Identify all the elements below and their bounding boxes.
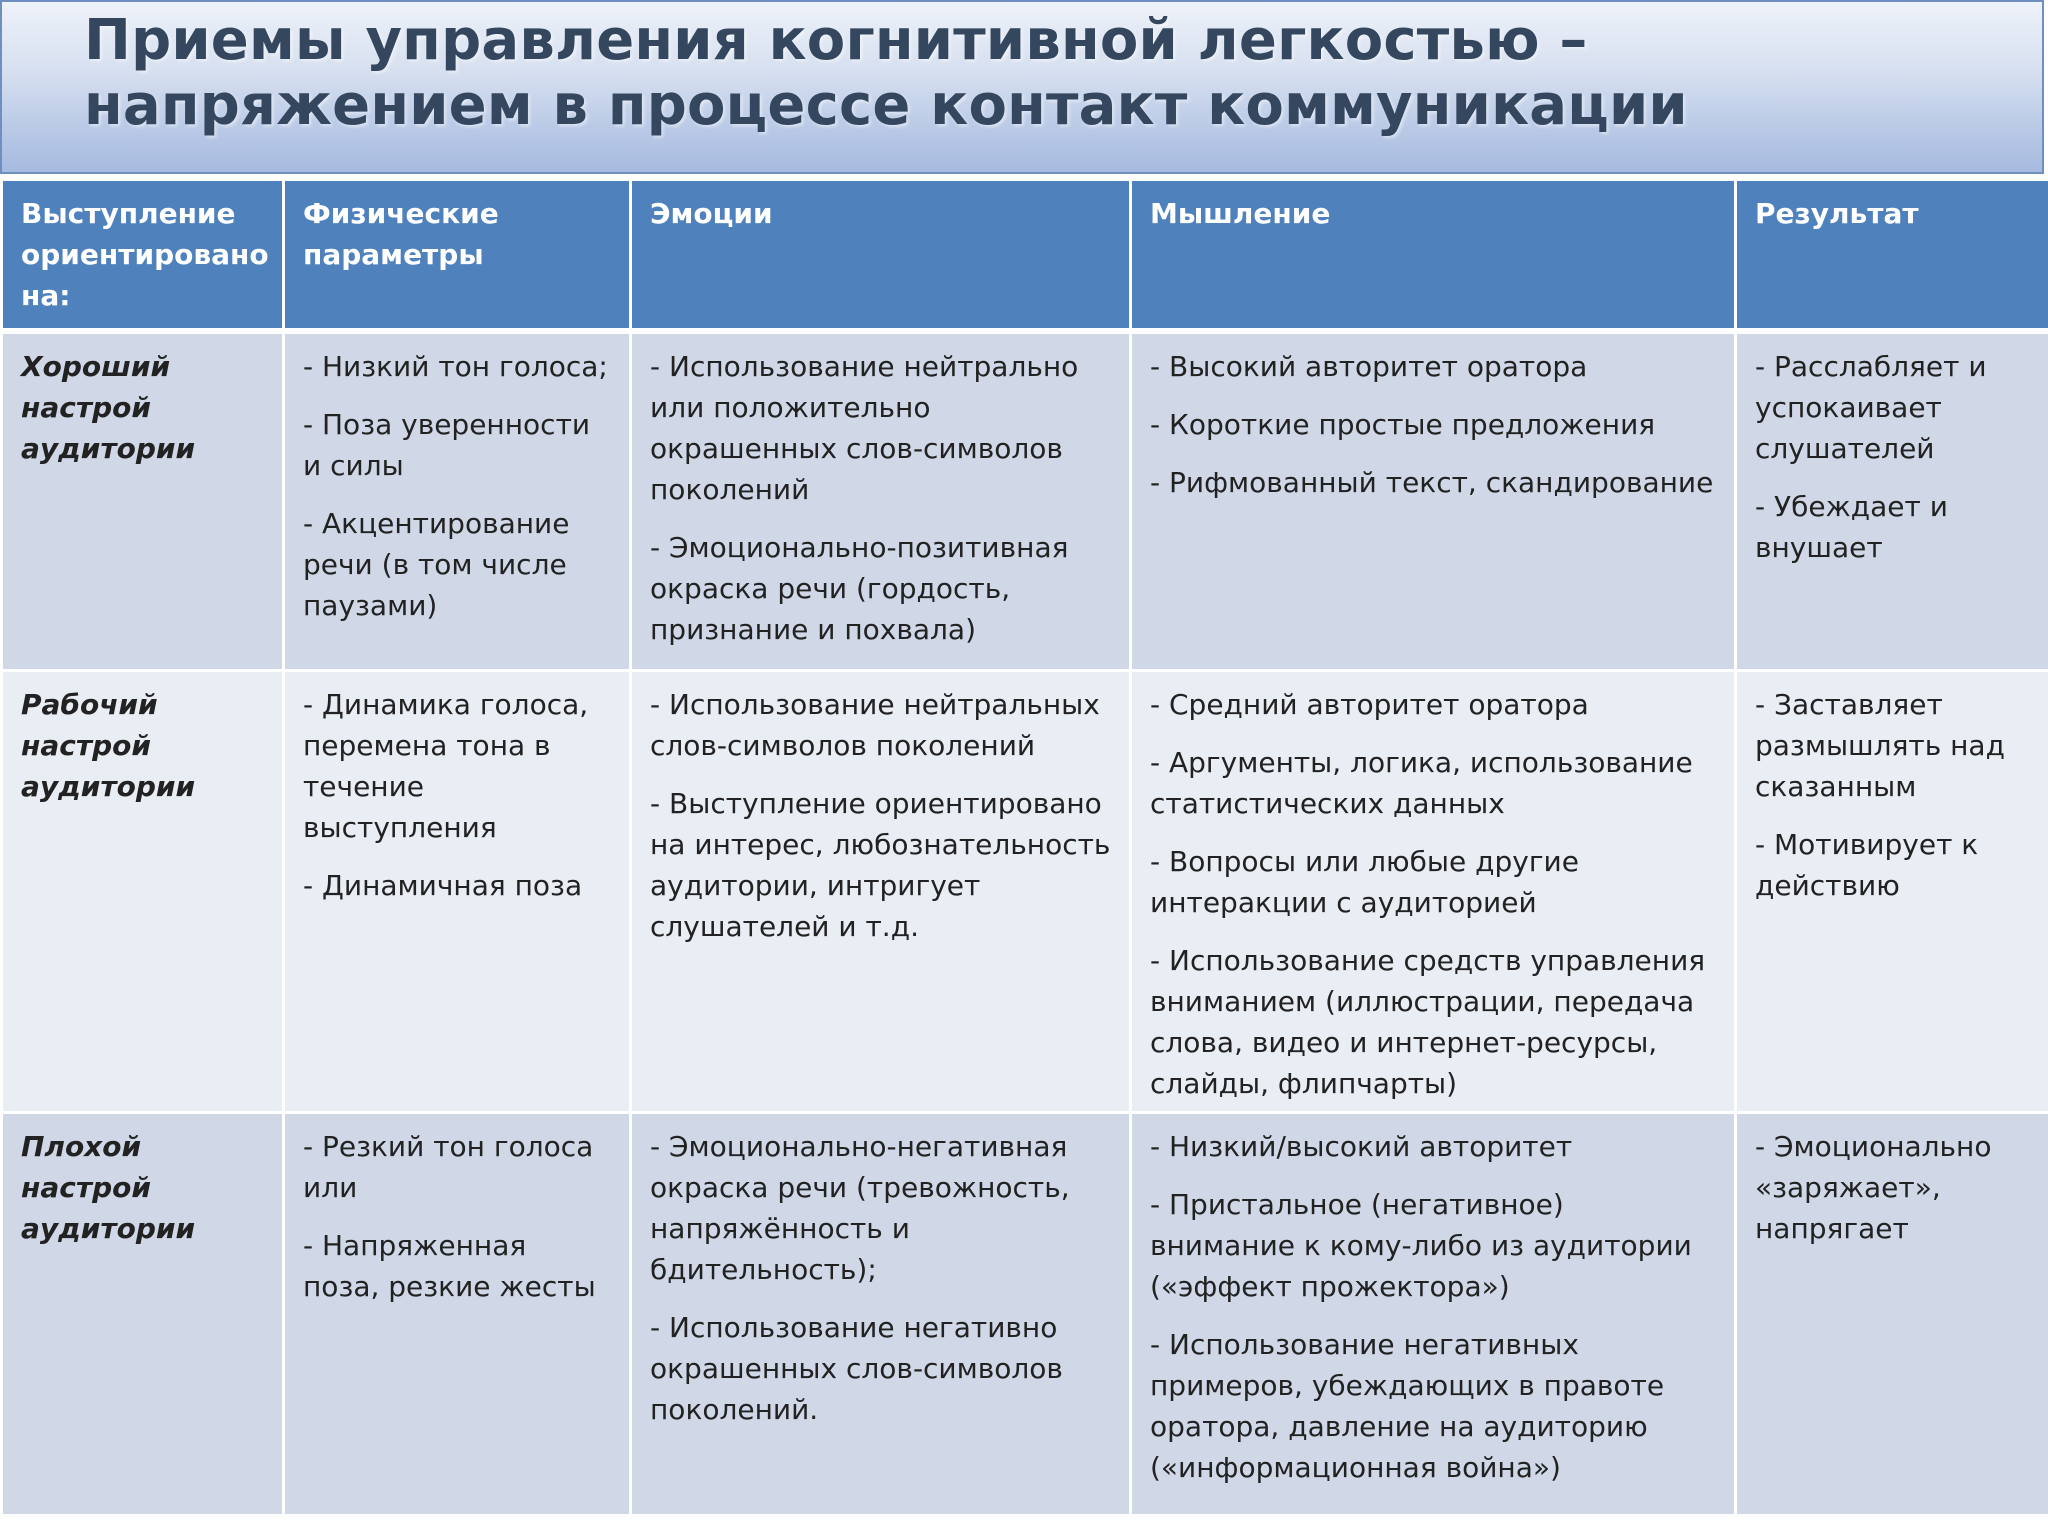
header-physical: Физические параметры: [284, 180, 631, 331]
header-result: Результат: [1736, 180, 2048, 331]
title-bar: [0, 0, 2044, 174]
list-item: - Заставляет размышлять над сказанным: [1755, 688, 2005, 803]
list-item: - Низкий тон голоса;: [303, 349, 608, 383]
list-item: - Напряженная поза, резкие жесты: [303, 1229, 596, 1303]
list-item: - Использование негативно окрашенных слов-символов поколений.: [650, 1311, 1063, 1426]
row-label-working-mood: Рабочий настрой аудитории: [2, 671, 284, 1113]
cell-physical: [284, 331, 631, 671]
list-item: - Рифмованный текст, скандирование: [1150, 465, 1714, 499]
table-header-row: [2, 180, 2048, 331]
list-item: - Эмоционально-позитивная окраска речи (гордость, признание и похвала): [650, 530, 1069, 646]
list-item: - Использование нейтрально или положительно окрашенных слов-символов поколений: [650, 349, 1079, 506]
techniques-table: [0, 178, 2048, 1517]
table-row: [2, 1113, 2048, 1516]
cell-result: [1736, 671, 2048, 1113]
list-item: - Резкий тон голоса или: [303, 1130, 594, 1204]
list-item: - Расслабляет и успокаивает слушателей: [1755, 349, 1987, 465]
list-item: - Эмоционально-негативная окраска речи (тревожность, напряжённость и бдительность);: [650, 1130, 1070, 1286]
list-item: - Динамика голоса, перемена тона в течение выступления: [303, 688, 589, 844]
header-thinking: Мышление: [1131, 180, 1736, 331]
cell-thinking: [1131, 331, 1736, 671]
header-emotions: Эмоции: [631, 180, 1131, 331]
list-item: - Низкий/высокий авторитет: [1150, 1130, 1573, 1163]
list-item: - Выступление ориентировано на интерес, любознательность аудитории, интригует слушателей и т.д.: [650, 787, 1111, 943]
list-item: - Вопросы или любые другие интеракции с аудиторией: [1150, 845, 1579, 919]
list-item: - Убеждает и внушает: [1755, 489, 1948, 564]
list-item: - Пристальное (негативное) внимание к кому-либо из аудитории («эффект прожектора»): [1150, 1188, 1692, 1303]
list-item: - Высокий авторитет оратора: [1150, 349, 1588, 383]
list-item: - Поза уверенности и силы: [303, 407, 591, 482]
table-row: [2, 331, 2048, 671]
list-item: - Короткие простые предложения: [1150, 407, 1656, 441]
list-item: - Акцентирование речи (в том числе паузами): [303, 506, 570, 622]
row-label-good-mood: Хороший настрой аудитории: [2, 331, 284, 671]
table-row: [2, 671, 2048, 1113]
list-item: - Аргументы, логика, использование статистических данных: [1150, 746, 1693, 820]
cell-physical: [284, 1113, 631, 1516]
cell-result: [1736, 331, 2048, 671]
list-item: - Средний авторитет оратора: [1150, 688, 1589, 721]
header-orientation: Выступление ориентировано на:: [2, 180, 284, 331]
cell-thinking: [1131, 1113, 1736, 1516]
list-item: - Мотивирует к действию: [1755, 828, 1979, 902]
cell-emotions: [631, 1113, 1131, 1516]
cell-emotions: [631, 671, 1131, 1113]
list-item: - Эмоционально «заряжает», напрягает: [1755, 1130, 1992, 1245]
row-label-bad-mood: Плохой настрой аудитории: [2, 1113, 284, 1516]
cell-thinking: [1131, 671, 1736, 1113]
list-item: - Использование нейтральных слов-символов поколений: [650, 688, 1100, 762]
cell-result: [1736, 1113, 2048, 1516]
list-item: - Использование негативных примеров, убеждающих в правоте оратора, давление на аудиторию («информационная война»): [1150, 1328, 1665, 1484]
list-item: - Использование средств управления вниманием (иллюстрации, передача слова, видео и интернет-ресурсы, слайды, флипчарты): [1150, 944, 1706, 1100]
slide-title: Приемы управления когнитивной легкостью – напряжением в процессе контакт коммуникации: [84, 8, 1688, 138]
list-item: - Динамичная поза: [303, 869, 583, 902]
cell-physical: [284, 671, 631, 1113]
cell-emotions: [631, 331, 1131, 671]
